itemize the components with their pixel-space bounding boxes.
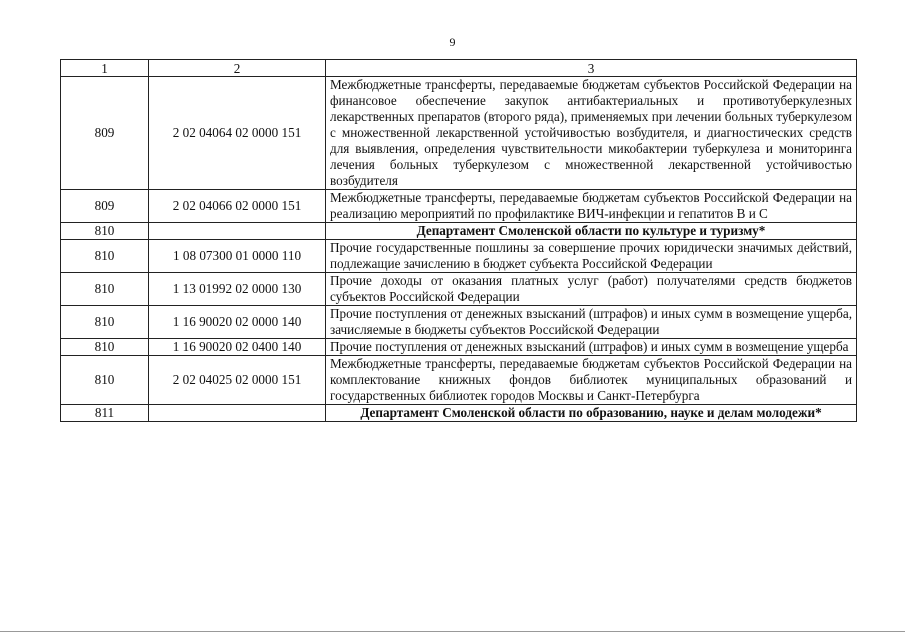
admin-code-cell: 810 bbox=[61, 273, 149, 306]
admin-code-cell: 810 bbox=[61, 339, 149, 356]
table-row bbox=[61, 273, 857, 306]
budget-classification-code-cell bbox=[149, 223, 326, 240]
budget-classification-code-cell bbox=[149, 405, 326, 422]
header-col-3: 3 bbox=[326, 60, 857, 77]
table-row bbox=[61, 356, 857, 405]
revenue-description-cell: Прочие государственные пошлины за совершение прочих юридически значимых действий, подлежащие зачислению в бюджет субъекта Российской Федерации bbox=[326, 240, 857, 273]
table-row bbox=[61, 339, 857, 356]
budget-classification-code-cell: 2 02 04066 02 0000 151 bbox=[149, 190, 326, 223]
table-row bbox=[61, 77, 857, 190]
budget-classification-code-cell: 1 13 01992 02 0000 130 bbox=[149, 273, 326, 306]
department-name-cell: Департамент Смоленской области по культуре и туризму* bbox=[326, 223, 857, 240]
revenue-description-cell: Прочие поступления от денежных взысканий (штрафов) и иных сумм в возмещение ущерба bbox=[326, 339, 857, 356]
table-row bbox=[61, 190, 857, 223]
department-name-cell: Департамент Смоленской области по образованию, науке и делам молодежи* bbox=[326, 405, 857, 422]
page-bottom-rule bbox=[0, 631, 905, 632]
budget-classification-code-cell: 1 16 90020 02 0000 140 bbox=[149, 306, 326, 339]
revenue-description-cell: Межбюджетные трансферты, передаваемые бюджетам субъектов Российской Федерации на комплектование книжных фондов библиотек муниципальных образований и государственных библиотек городов Москвы и Санкт-Петербурга bbox=[326, 356, 857, 405]
budget-classification-code-cell: 1 16 90020 02 0400 140 bbox=[149, 339, 326, 356]
revenue-codes-table bbox=[60, 59, 857, 422]
budget-classification-code-cell: 2 02 04025 02 0000 151 bbox=[149, 356, 326, 405]
header-col-1: 1 bbox=[61, 60, 149, 77]
table-row bbox=[61, 240, 857, 273]
budget-classification-code-cell: 1 08 07300 01 0000 110 bbox=[149, 240, 326, 273]
admin-code-cell: 810 bbox=[61, 306, 149, 339]
header-col-2: 2 bbox=[149, 60, 326, 77]
revenue-description-cell: Прочие поступления от денежных взысканий (штрафов) и иных сумм в возмещение ущерба, зачисляемые в бюджеты субъектов Российской Федерации bbox=[326, 306, 857, 339]
table-header-row bbox=[61, 60, 857, 77]
revenue-description-cell: Межбюджетные трансферты, передаваемые бюджетам субъектов Российской Федерации на реализацию мероприятий по профилактике ВИЧ-инфекции и гепатитов B и C bbox=[326, 190, 857, 223]
department-row bbox=[61, 405, 857, 422]
admin-code-cell: 810 bbox=[61, 223, 149, 240]
admin-code-cell: 810 bbox=[61, 240, 149, 273]
page-number: 9 bbox=[449, 35, 456, 49]
budget-classification-code-cell: 2 02 04064 02 0000 151 bbox=[149, 77, 326, 190]
admin-code-cell: 811 bbox=[61, 405, 149, 422]
table-row bbox=[61, 306, 857, 339]
department-row bbox=[61, 223, 857, 240]
admin-code-cell: 809 bbox=[61, 77, 149, 190]
revenue-description-cell: Межбюджетные трансферты, передаваемые бюджетам субъектов Российской Федерации на финансовое обеспечение закупок антибактериальных и противотуберкулезных лекарственных препаратов (второго ряда), применяемых при лечении больных туберкулезом с множественной лекарственной устойчивостью возбудителя, и диагностических средств для выявления, определения чувствительности микобактерии туберкулеза и мониторинга лечения больных туберкулезом с множественной лекарственной устойчивостью возбудителя bbox=[326, 77, 857, 190]
admin-code-cell: 809 bbox=[61, 190, 149, 223]
revenue-description-cell: Прочие доходы от оказания платных услуг (работ) получателями средств бюджетов субъектов Российской Федерации bbox=[326, 273, 857, 306]
admin-code-cell: 810 bbox=[61, 356, 149, 405]
